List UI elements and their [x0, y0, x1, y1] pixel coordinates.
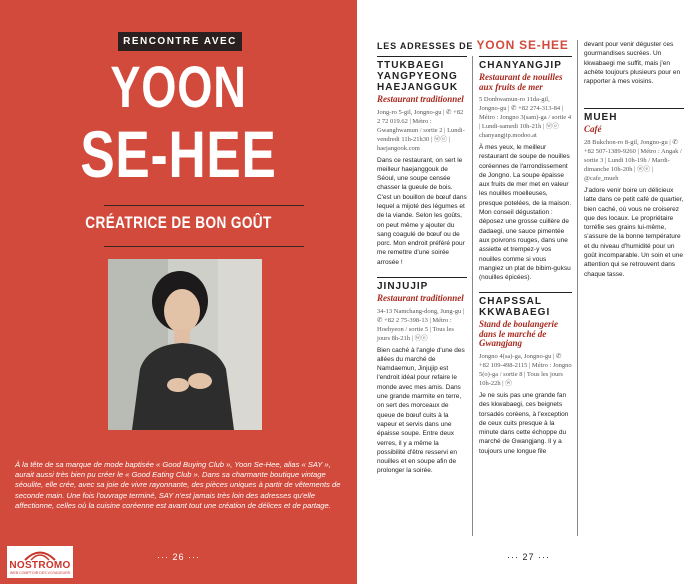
restaurant-description: J'adore venir boire un délicieux latte dans ce petit café de quartier, bien caché, où vous ne croiserez que des locaux. Le propriétaire torréfie ses grains lui-même, s'assure de la bonne température et du niveau d'humidité pour un goût incomparable. Un soin et une attention qui se retrouvent dans chaque tasse.: [584, 186, 684, 278]
bio-text: À la tête de sa marque de mode baptisée « Good Buying Club », Yoon Se-Hee, alias « SAY », aurait aussi très bien pu créer le « Good Eating Club ». Dans sa charmante boutique vintage séoulite, elle crée, avec sa joie de vivre rayonnante, des pièces uniques à partir de vêtements de seconde main. Une fois l'ouvrage terminé, SAY n'est jamais très loin des adresses qu'elle affectionne, celles où la cuisine coréenne est avant tout une création de délices et de partage.: [15, 460, 341, 510]
restaurant-description: Je ne suis pas une grande fan des kkwabaegi, ces beignets torsadés coréens, à l'exception de ceux cuits presque à la minute dans cette échoppe du marché de Gwangjang. Il y a toujours une longue file: [479, 391, 569, 455]
column-divider-2: [577, 40, 578, 536]
entry-rule: [377, 56, 467, 57]
name-line-2: SE-HEE: [80, 117, 277, 191]
logo-subtext: WEB COMPTOIR DES VOYAGEURS: [9, 571, 71, 575]
logo-arc-icon: [7, 547, 73, 561]
nostromo-logo: [6, 545, 74, 579]
restaurant-type: Stand de boulangerie dans le marché de Gwangjang: [479, 319, 559, 349]
restaurant-info: Jongno 4(sa)-ga, Jongno-gu | ✆ +82 109-498-2115 | Métro : Jongno 5(o)-ga / sortie 8 | Tous les jours 10h-22h | ⓦ: [479, 352, 572, 387]
restaurant-type: Café: [584, 124, 602, 135]
column-1: [377, 56, 467, 476]
addresses-header-prefix: LES ADRESSES DE: [377, 41, 474, 51]
restaurant-description: Bien caché à l'angle d'une des allées du marché de Namdaemun, Jinjujip est l'endroit idéal pour refaire le monde avec mes amis. Dans une grande marmite en terre, on sert des morceaux de queue de bœuf cuits à la vapeur et servis dans une épaisse soupe. Entre deux verres, il y a même la possibilité d'être resservi en nouilles et en soupe afin de prolonger la soirée.: [377, 346, 465, 475]
column-3: [584, 40, 684, 279]
restaurant-type: Restaurant traditionnel: [377, 94, 464, 104]
right-page: [357, 0, 700, 584]
addresses-header: [377, 38, 569, 52]
restaurant-title: CHANYANGJIP: [479, 60, 562, 71]
addresses-header-name: YOON SE-HEE: [476, 38, 569, 52]
column-2: [479, 56, 572, 456]
restaurant-title: TTUKBAEGI YANGPYEONG HAEJANGGUK: [377, 60, 459, 93]
column-divider-1: [472, 56, 473, 536]
logo-word: NOSTROMO: [9, 560, 71, 571]
page-number-left: ··· 26 ···: [157, 552, 200, 562]
divider-top: [104, 205, 304, 206]
entry-rule: [479, 292, 572, 293]
restaurant-description: Dans ce restaurant, on sert le meilleur haejanggouk de Séoul, une soupe censée chasser la gueule de bois. C'est un bouillon de bœuf dans lequel a mijoté des légumes et de la viande. Selon les goûts, on peut même y ajouter du sang coagulé de bœuf ou de porc. Mon endroit préféré pour me remettre d'une soirée arrosée !: [377, 156, 467, 266]
restaurant-description-continued: devant pour venir déguster ces gourmandises sucrées. Un kkwabaegi me suffit, mais j'en achète toujours plusieurs pour en rapporter à mes voisins.: [584, 41, 681, 86]
restaurant-title: JINJUJIP: [377, 281, 429, 293]
portrait-illustration: [108, 259, 262, 430]
name-line-1: YOON: [110, 55, 247, 120]
entry-rule: [479, 56, 572, 57]
page-subtitle: CRÉATRICE DE BON GOÛT: [85, 213, 272, 232]
restaurant-info: Jong-ro 5-gil, Jongno-gu | ✆ +82 2 72 019.62 | Métro : Gwanghwamun / sortie 2 | Lundi-vendredi 11h-21h30 | ⓦⓔ | haejangook.com: [377, 108, 465, 152]
entry-rule: [584, 108, 684, 109]
restaurant-type: Restaurant traditionnel: [377, 293, 464, 304]
restaurant-info: 5 Donhwamun-ro 11da-gil, Jongno-gu | ✆ +82 274-313-84 | Métro : Jongno 3(sam)-ga / sortie 4 | Lundi-samedi 10h-21h | ⓦⓔ chanyangjip.modoo.at: [479, 96, 572, 139]
restaurant-title: CHAPSSAL KKWABAEGI: [479, 296, 551, 319]
portrait-photo: [108, 259, 262, 430]
divider-bottom: [104, 246, 304, 247]
feature-tag: RENCONTRE AVEC: [118, 32, 242, 51]
restaurant-description: À mes yeux, le meilleur restaurant de soupe de nouilles coréennes de l'arrondissement de Jongno. La soupe épaisse aux fruits de mer met en valeur les nouilles moelleuses, presque potelées, de la maison. Mon conseil dégustation : déposez une grosse cuillère de dadaegi, une sauce pimentée aux poivrons rouges, dans une assiette et trempez-y vos nouilles comme si vous mangiez un plat de bibim-guksu (nouilles épicées).: [479, 144, 572, 282]
restaurant-title: MUEH: [584, 112, 618, 124]
entry-rule: [377, 277, 467, 278]
restaurant-info: 34-13 Namchang-dong, Jung-gu | ✆ +82 2 75-398-13 | Métro : Hoehyeon / sortie 5 | Tous les jours 8h-21h | ⓦⓔ: [377, 307, 465, 342]
page-number-right: ··· 27 ···: [507, 552, 550, 562]
restaurant-type: Restaurant de nouilles aux fruits de mer: [479, 72, 563, 92]
restaurant-info: 28 Bukchon-ro 8-gil, Jongno-gu | ✆ +82 507-1389-9260 | Métro : Angak / sortie 3 | Lundi 10h-19h / Mardi-dimanche 10h-20h | ⓦⓔ | @cafe_mueh: [584, 138, 682, 182]
